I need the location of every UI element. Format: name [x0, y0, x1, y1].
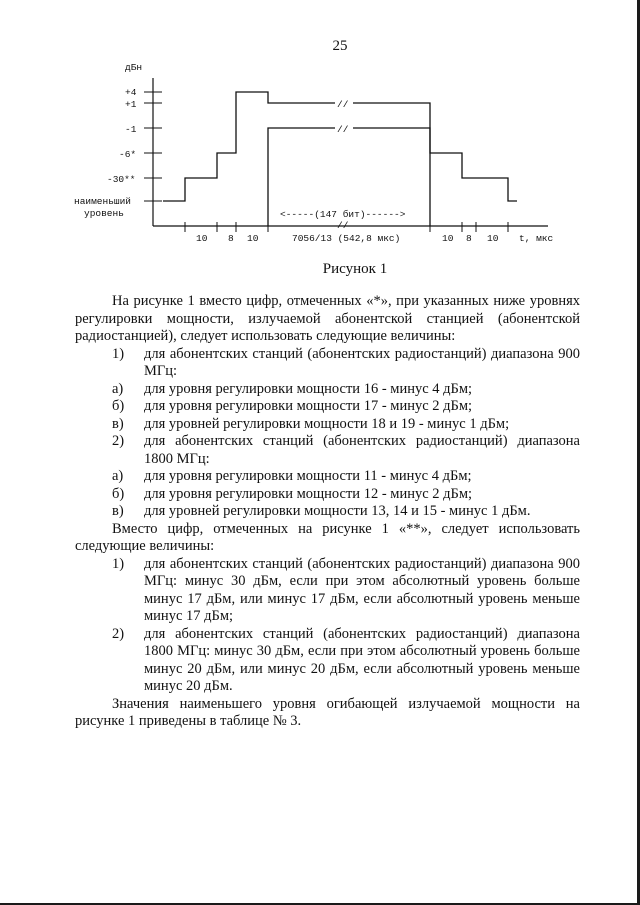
- x-label-10a: 10: [196, 233, 208, 244]
- upper-mask-left: [163, 92, 335, 201]
- list-item: 1) для абонентских станций (абонентских радиостанций) диапазона 900 МГц: минус 30 дБм, если при этом абсолютный уровень больше минус 17 дБм, или минус 17 дБм, если абсолютный уровень меньше минус 17 дБм;: [112, 555, 580, 624]
- list-item: а) для уровня регулировки мощности 11 - минус 4 дБм;: [112, 468, 472, 484]
- power-time-mask-figure: [0, 0, 640, 260]
- list-item: б) для уровня регулировки мощности 12 - минус 2 дБм;: [112, 485, 473, 502]
- list-item: 2) для абонентских станций (абонентских радиостанций) диапазона 1800 МГц:: [112, 433, 580, 467]
- list-item: а) для уровня регулировки мощности 16 - минус 4 дБм;: [112, 380, 473, 397]
- upper-mask-right: [353, 103, 517, 201]
- y-label-min-line1: наименьший: [74, 196, 132, 207]
- upper-break-mark: //: [337, 99, 349, 110]
- x-label-10d: 10: [487, 233, 499, 244]
- lower-break-mark: //: [337, 124, 349, 135]
- list-item: в) для уровней регулировки мощности 18 и 19 - минус 1 дБм;: [112, 415, 510, 432]
- x-label-10c: 10: [442, 233, 454, 244]
- page-number: 25: [332, 38, 348, 54]
- body-text: [75, 293, 580, 731]
- paragraph-1: На рисунке 1 вместо цифр, отмеченных «*», при указанных ниже уровнях регулировки мощности, излучаемой абонентской станцией (абонентской радиостанцией), следует использовать следующие величины:: [75, 293, 580, 344]
- y-unit-label: дБн: [125, 62, 143, 73]
- y-label-min-line2: уровень: [84, 208, 124, 219]
- list-item: в) для уровней регулировки мощности 13, 14 и 15 - минус 1 дБм.: [112, 503, 531, 519]
- paragraph-2: Вместо цифр, отмеченных на рисунке 1 «**», следует использовать следующие величины:: [75, 520, 580, 554]
- bits-interval-label: <-----(147 бит)------>: [280, 209, 406, 220]
- x-label-10b: 10: [247, 233, 259, 244]
- y-label-minus6: -6*: [119, 149, 137, 160]
- axis-break-mark: //: [337, 220, 349, 231]
- x-label-8a: 8: [228, 233, 234, 244]
- x-label-8b: 8: [466, 233, 472, 244]
- list-item: 1) для абонентских станций (абонентских радиостанций) диапазона 900 МГц:: [112, 345, 580, 379]
- y-label-plus4: +4: [125, 87, 137, 98]
- y-label-minus30: -30**: [107, 174, 136, 185]
- x-axis-unit-label: t, мкс: [519, 233, 554, 244]
- x-label-burst: 7056/13 (542,8 мкс): [292, 233, 401, 244]
- list-item: 2) для абонентских станций (абонентских радиостанций) диапазона 1800 МГц: минус 30 дБм, если при этом абсолютный уровень больше минус 20 дБм, или минус 20 дБм, если абсолютный уровень меньше минус 20 дБм.: [112, 625, 580, 694]
- list-item: б) для уровня регулировки мощности 17 - минус 2 дБм;: [112, 398, 473, 414]
- figure-caption: Рисунок 1: [322, 261, 388, 277]
- paragraph-3: Значения наименьшего уровня огибающей излучаемой мощности на рисунке 1 приведены в таблице № 3.: [75, 695, 580, 729]
- y-label-plus1: +1: [125, 99, 137, 110]
- y-label-minus1: -1: [125, 124, 137, 135]
